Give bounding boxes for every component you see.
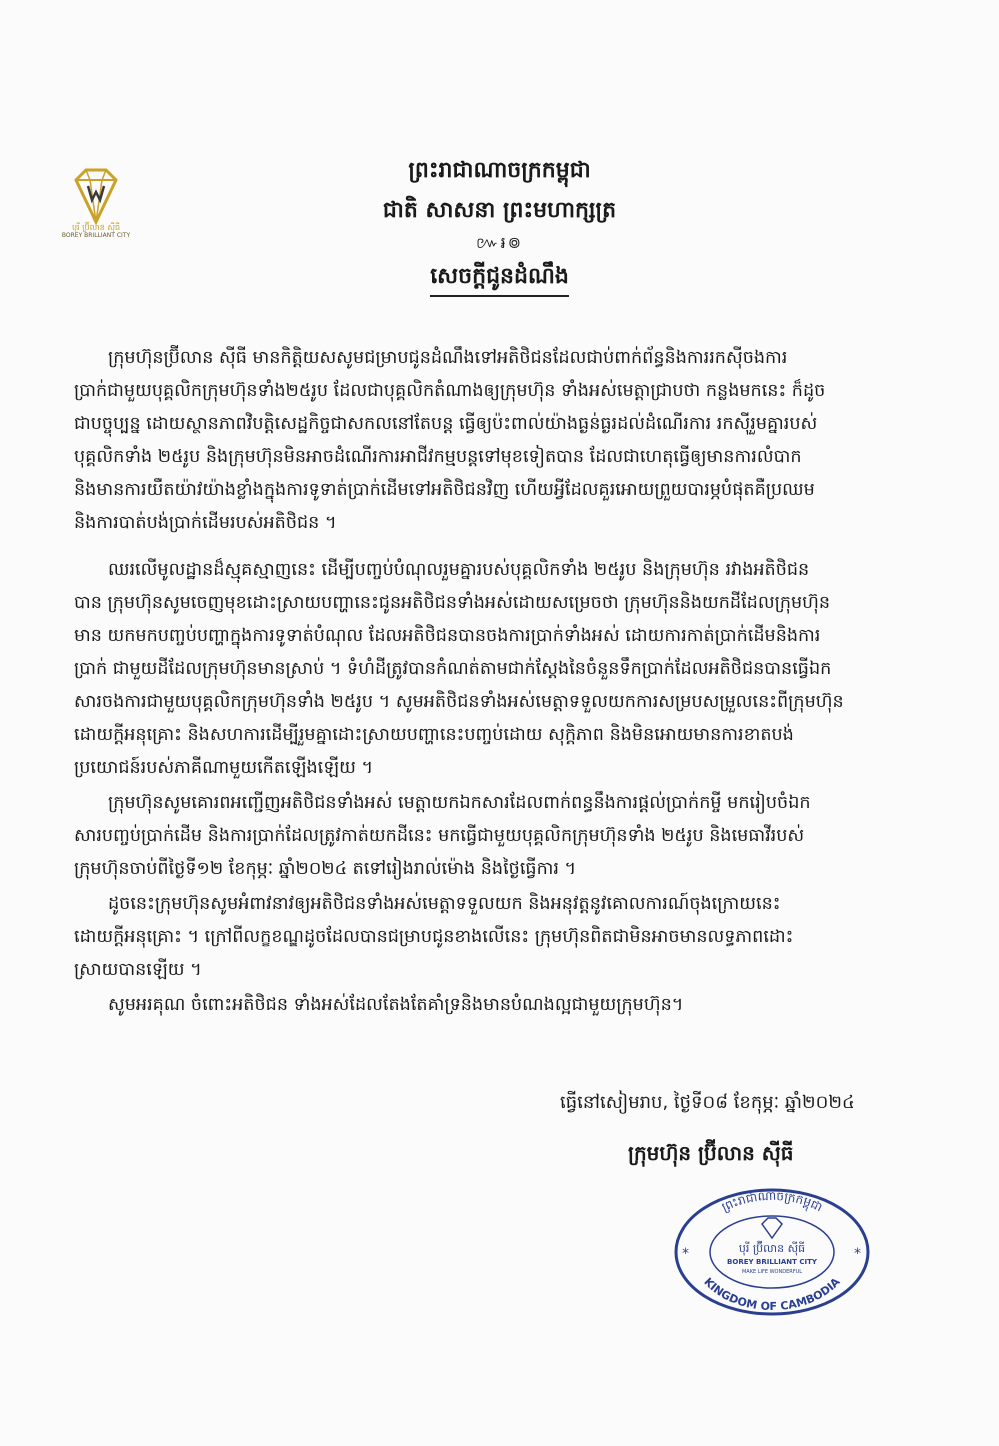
text-line: មាន យកមកបញ្ចប់បញ្ហាក្នុងការទូទាត់បំណុល ដែលអតិថិជនបានចងការប្រាក់ទាំងអស់ ដោយការកាត់ប្រាក់ដើមនិងការ: [74, 626, 821, 646]
text-line: សូមអរគុណ ចំពោះអតិថិជន ទាំងអស់ដែលតែងតែគាំទ្រនិងមានបំណងល្អជាមួយក្រុមហ៊ុន។: [108, 995, 684, 1015]
text-line: ដោយក្តីអនុគ្រោះ ។ ក្រៅពីលក្ខខណ្ឌដូចដែលបានជម្រាបជូនខាងលើនេះ ក្រុមហ៊ុនពិតជាមិនអាចមានលទ្ធភាពដោះ: [74, 927, 794, 947]
text-line: ស្រាយបានឡើយ ។: [74, 960, 202, 980]
company-seal: [672, 1186, 872, 1318]
logo-caption-en: BOREY BRILLIANT CITY: [61, 232, 131, 239]
svg-text:KINGDOM OF CAMBODIA: KINGDOM OF CAMBODIA: [701, 1275, 843, 1314]
text-line: ដោយក្តីអនុគ្រោះ និងសហការដើម្បីរួមគ្នាដោះស្រាយបញ្ហានេះបញ្ចប់ដោយ សុក្តិភាព និងមិនអោយមានការខាតបង់: [74, 725, 794, 745]
paragraph-5: [108, 989, 944, 1022]
motto-heading: ជាតិ សាសនា ព្រះមហាក្សត្រ: [382, 197, 617, 223]
text-line: ជាបច្ចុប្បន្ន ដោយស្ថានភាពវិបត្តិសេដ្ឋកិច្ចជាសកលនៅតែបន្ត ធ្វើឲ្យប៉ះពាល់យ៉ាងធ្ងន់ធ្ងរដល់ដំណើរការ រកស៊ីរួមគ្នារបស់: [74, 414, 818, 434]
svg-text:បុរី ប៊្រីលាន ស៊ីធី: បុរី ប៊្រីលាន ស៊ីធី: [738, 1242, 806, 1255]
text-line: បុគ្គលិកទាំង ២៥រូប និងក្រុមហ៊ុនមិនអាចដំណើរការអាជីវកម្មបន្តទៅមុខទៀតបាន ដែលជាហេតុធ្វើឲ្យមានការលំបាក: [74, 447, 802, 467]
kingdom-heading: ព្រះរាជាណាចក្រកម្ពុជា: [408, 157, 591, 183]
document-body: [74, 342, 944, 1022]
text-line: ប្រាក់ជាមួយបុគ្គលិកក្រុមហ៊ុនទាំង២៥រូប ដែលជាបុគ្គលិកតំណាងឲ្យក្រុមហ៊ុន ទាំងអស់មេត្តាជ្រាបថា កន្លងមកនេះ ក៏ដូច: [74, 381, 826, 401]
text-line: និងការបាត់បង់ប្រាក់ដើមរបស់អតិថិជន ។: [74, 513, 337, 533]
paragraph-4: [74, 888, 944, 987]
seal-stamp-icon: [672, 1186, 872, 1318]
document-header: [0, 150, 999, 297]
paragraph-1: [74, 342, 944, 540]
text-line: ឈរលើមូលដ្ឋានដ៏ស្មុគស្មាញនេះ ដើម្បីបញ្ចប់បំណុលរួមគ្នារបស់បុគ្គលិកទាំង ២៥រូប និងក្រុមហ៊ុន រវាងអតិថិជន: [108, 560, 810, 580]
paragraph-3: [74, 787, 944, 886]
text-line: ក្រុមហ៊ុនសូមគោរពអញ្ជើញអតិថិជនទាំងអស់ មេត្តាយកឯកសារដែលពាក់ពន្ធនឹងការផ្តល់ប្រាក់កម្ចី មករៀបចំឯក: [108, 793, 811, 813]
svg-text:*: *: [854, 1246, 861, 1262]
svg-text:*: *: [682, 1246, 689, 1262]
ornament-divider: ៚៛៙: [475, 233, 523, 252]
document-title: សេចក្ដីជូនដំណឹង: [430, 262, 569, 297]
svg-text:BOREY BRILLIANT CITY: BOREY BRILLIANT CITY: [727, 1258, 817, 1266]
text-line: ក្រុមហ៊ុនប៊្រីលាន ស៊ីធី មានកិត្តិយសសូមជម្រាបជូនដំណឹងទៅអតិថិជនដែលជាប់ពាក់ព័ន្ធនិងការរកស៊ីចងការ: [108, 348, 788, 368]
svg-text:ព្រះរាជាណាចក្រកម្ពុជា: ព្រះរាជាណាចក្រកម្ពុជា: [719, 1188, 825, 1215]
text-line: និងមានការយឺតយ៉ាវយ៉ាងខ្លាំងក្នុងការទូទាត់ប្រាក់ដើមទៅអតិថិជនវិញ ហើយអ្វីដែលគួរអោយព្រួយបារម្ភបំផុតគឺប្រឈម: [74, 480, 815, 500]
text-line: សារចងការជាមួយបុគ្គលិកក្រុមហ៊ុនទាំង ២៥រូប ។ សូមអតិថិជនទាំងអស់មេត្តាទទួលយកការសម្របសម្រួលនេះពីក្រុមហ៊ុន: [74, 692, 844, 712]
svg-text:MAKE LIFE WONDERFUL: MAKE LIFE WONDERFUL: [741, 1269, 803, 1275]
logo-caption: បុរី ប៊្រីលាន ស៊ីធី: [71, 223, 121, 232]
text-line: ប្រយោជន៍របស់ភាគីណាមួយកើតឡើងឡើយ ។: [74, 758, 374, 778]
signer-name: ក្រុមហ៊ុន ប៊្រីលាន ស៊ីធី: [628, 1141, 794, 1165]
text-line: បាន ក្រុមហ៊ុនសូមចេញមុខដោះស្រាយបញ្ហានេះជូនអតិថិជនទាំងអស់ដោយសម្រេចថា ក្រុមហ៊ុននិងយកដីដែលក្រុមហ៊ុន: [74, 593, 831, 613]
text-line: ដូចនេះក្រុមហ៊ុនសូមអំពាវនាវឲ្យអតិថិជនទាំងអស់មេត្តាទទួលយក និងអនុវត្តនូវគោលការណ៍ចុងក្រោយនេះ: [108, 894, 781, 914]
text-line: ប្រាក់ ជាមួយដីដែលក្រុមហ៊ុនមានស្រាប់ ។ ទំហំដីត្រូវបានកំណត់តាមជាក់ស្តែងនៃចំនួនទឹកប្រាក់ដែលអតិថិជនបានធ្វើឯក: [74, 659, 832, 679]
text-line: ក្រុមហ៊ុនចាប់ពីថ្ងៃទី១២ ខែកុម្ភៈ ឆ្នាំ២០២៤ តទៅរៀងរាល់ម៉ោង និងថ្ងៃធ្វើការ ។: [74, 859, 577, 879]
paragraph-2: [74, 554, 944, 785]
text-line: សារបញ្ចប់ប្រាក់ដើម និងការប្រាក់ដែលត្រូវកាត់យកដីនេះ មកធ្វើជាមួយបុគ្គលិកក្រុមហ៊ុនទាំង ២៥រូប និងមេធាវីរបស់: [74, 826, 805, 846]
date-line: ធ្វើនៅសៀមរាប, ថ្ងៃទី០៨ ខែកុម្ភៈ ឆ្នាំ២០២៤: [560, 1092, 855, 1113]
